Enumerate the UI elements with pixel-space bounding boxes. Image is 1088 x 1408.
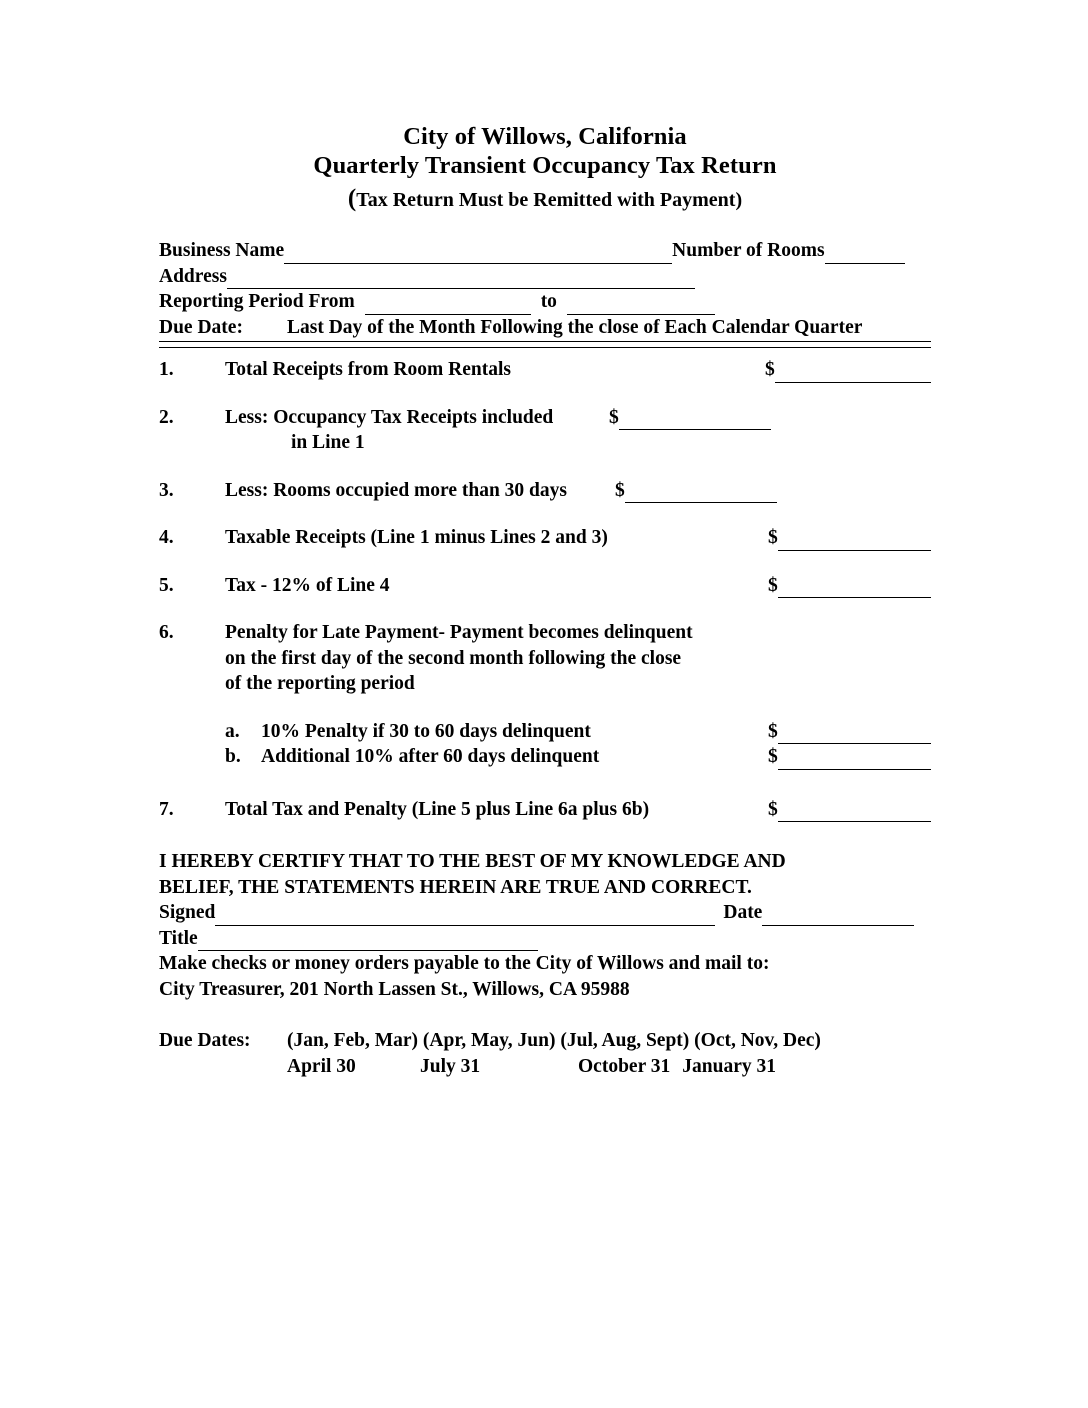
dollar-sign: $ [768, 527, 778, 548]
line-text: Total Tax and Penalty (Line 5 plus Line 6a plus 6b) [225, 798, 650, 820]
payment-line-1: Make checks or money orders payable to the City of Willows and mail to: [159, 953, 770, 974]
due-date-row [159, 315, 931, 341]
date-label: Date [723, 902, 763, 923]
line-amount-2 [609, 405, 771, 431]
line-items [159, 357, 931, 822]
line-continuation-text: in Line 1 [291, 432, 365, 453]
dollar-sign: $ [765, 359, 775, 380]
line-item-7 [159, 797, 931, 823]
certification-line-2: BELIEF, THE STATEMENTS HEREIN ARE TRUE AND CORRECT. [159, 876, 752, 898]
certification-line-1: I HEREBY CERTIFY THAT TO THE BEST OF MY KNOWLEDGE AND [159, 851, 786, 872]
certification-block [159, 849, 931, 951]
line-text: Less: Rooms occupied more than 30 days [225, 479, 567, 501]
page-note-text: Tax Return Must be Remitted with Payment) [356, 189, 743, 211]
section-divider [159, 341, 931, 348]
line-item-6b [159, 744, 931, 770]
signature-row [159, 900, 931, 926]
sub-letter: a. [225, 720, 240, 742]
line-item-6 [159, 620, 931, 646]
date-input[interactable] [762, 906, 914, 926]
due-dates-label: Due Dates: [159, 1030, 251, 1051]
line-number: 1. [159, 359, 174, 380]
line-number: 3. [159, 479, 174, 501]
page-title: City of Willows, California [403, 123, 687, 150]
amount-input-3[interactable] [625, 483, 777, 503]
business-name-input[interactable] [284, 244, 672, 264]
title-label: Title [159, 927, 198, 949]
line-amount-6a [768, 719, 931, 745]
address-label: Address [159, 265, 227, 287]
line-text-3: of the reporting period [225, 673, 415, 694]
line-item-2-continuation [159, 430, 931, 456]
line-number: 7. [159, 798, 174, 820]
due-dates-block [159, 1028, 931, 1079]
due-dates-quarters-row [159, 1028, 931, 1054]
line-text: Penalty for Late Payment- Payment becomes delinquent [225, 622, 693, 643]
header-fields [159, 238, 931, 348]
reporting-period-to-label: to [540, 291, 557, 312]
due-date-q3: October 31 [578, 1055, 671, 1077]
reporting-period-row [159, 289, 931, 315]
line-item-5 [159, 573, 931, 599]
line-amount-4 [768, 525, 931, 551]
address-row [159, 264, 931, 290]
line-item-3 [159, 478, 931, 504]
page-subtitle: Quarterly Transient Occupancy Tax Return [313, 152, 777, 179]
reporting-period-from-input[interactable] [365, 295, 531, 315]
line-item-2 [159, 405, 931, 431]
sub-line-text: 10% Penalty if 30 to 60 days delinquent [261, 720, 591, 742]
dollar-sign: $ [768, 798, 778, 820]
form-title-block [159, 0, 931, 215]
amount-input-5[interactable] [778, 578, 931, 598]
business-name-label: Business Name [159, 240, 285, 261]
line-text: Tax - 12% of Line 4 [225, 574, 390, 596]
dollar-sign: $ [768, 746, 778, 767]
title-input[interactable] [198, 931, 538, 951]
due-date-q2: July 31 [420, 1055, 481, 1077]
payment-line-2: City Treasurer, 201 North Lassen St., Willows, CA 95988 [159, 978, 630, 1000]
line-amount-1 [765, 357, 931, 383]
amount-input-4[interactable] [778, 531, 931, 551]
payment-instructions [159, 951, 931, 1002]
line-text: Total Receipts from Room Rentals [225, 359, 511, 380]
amount-input-1[interactable] [775, 363, 931, 383]
line-text-2: on the first day of the second month following the close [225, 647, 682, 669]
number-of-rooms-input[interactable] [825, 244, 905, 264]
line-number: 2. [159, 406, 174, 428]
line-number-spacer [159, 646, 225, 672]
line-amount-7 [768, 797, 931, 823]
address-input[interactable] [227, 269, 695, 289]
line-number: 5. [159, 574, 174, 596]
signature-input[interactable] [215, 906, 715, 926]
reporting-period-to-input[interactable] [567, 295, 715, 315]
dollar-sign: $ [609, 406, 619, 428]
amount-input-6a[interactable] [778, 724, 931, 744]
line-number-spacer [159, 671, 225, 697]
reporting-period-label: Reporting Period From [159, 291, 355, 312]
line-amount-6b [768, 744, 931, 770]
dollar-sign: $ [768, 574, 778, 596]
page-note [159, 186, 931, 215]
line-amount-3 [615, 478, 777, 504]
line-item-6a [159, 719, 931, 745]
title-row [159, 926, 931, 952]
amount-input-7[interactable] [778, 802, 931, 822]
due-date-q4: January 31 [682, 1055, 776, 1077]
line-item-6-line-3 [159, 671, 931, 697]
due-date-q1: April 30 [287, 1055, 356, 1077]
sub-line-text: Additional 10% after 60 days delinquent [261, 746, 600, 767]
dollar-sign: $ [615, 479, 625, 501]
amount-input-2[interactable] [619, 410, 771, 430]
sub-letter: b. [225, 746, 241, 767]
line-item-6-line-2 [159, 646, 931, 672]
line-item-4 [159, 525, 931, 551]
open-paren: ( [347, 185, 357, 212]
signed-label: Signed [159, 902, 216, 923]
due-dates-quarters: (Jan, Feb, Mar) (Apr, May, Jun) (Jul, Aug, Sept) (Oct, Nov, Dec) [287, 1030, 821, 1051]
amount-input-6b[interactable] [778, 750, 931, 770]
line-item-1 [159, 357, 931, 383]
due-dates-values-row [159, 1054, 931, 1080]
form-content [159, 0, 931, 1079]
line-amount-5 [768, 573, 931, 599]
due-date-label: Due Date: [159, 316, 243, 338]
dollar-sign: $ [768, 720, 778, 742]
line-text: Less: Occupancy Tax Receipts included [225, 406, 554, 428]
line-number: 4. [159, 527, 174, 548]
number-of-rooms-label: Number of Rooms [672, 240, 825, 261]
due-date-value: Last Day of the Month Following the close of Each Calendar Quarter [287, 316, 863, 338]
line-number: 6. [159, 622, 174, 643]
business-name-row [159, 238, 931, 264]
line-text: Taxable Receipts (Line 1 minus Lines 2 and 3) [225, 527, 608, 548]
